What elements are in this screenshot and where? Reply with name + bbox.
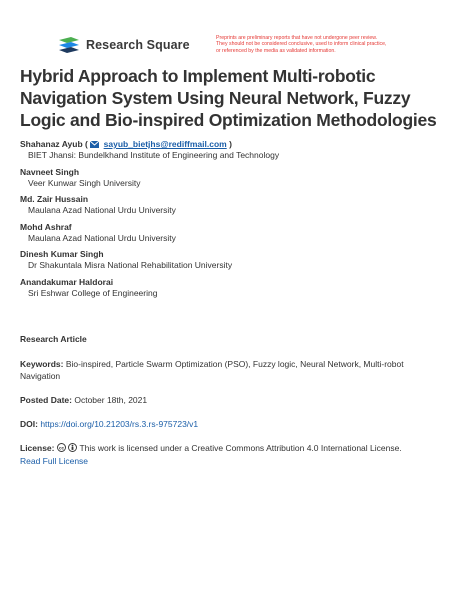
- license-line: [20, 442, 460, 455]
- posted-date-value: October 18th, 2021: [74, 395, 148, 405]
- keywords-line-continued: Navigation: [20, 371, 61, 381]
- keywords-section: [20, 358, 460, 382]
- doi-link[interactable]: https://doi.org/10.21203/rs.3.rs-975723/v1: [40, 419, 199, 429]
- article-type-label: Research Article: [20, 334, 87, 344]
- license-icons: [57, 443, 77, 455]
- brand-name: Research Square: [86, 38, 190, 52]
- author-affiliation: Dr Shakuntala Misra National Rehabilitation University: [28, 260, 233, 270]
- notice-line: Preprints are preliminary reports that have not undergone peer review.: [216, 35, 378, 41]
- author-name: Anandakumar Haldorai: [20, 276, 114, 287]
- keywords-line: [20, 358, 460, 370]
- notice-line: or referenced by the media as validated information.: [216, 47, 336, 54]
- author-affiliation: BIET Jhansi: Bundelkhand Institute of Engineering and Technology: [28, 150, 280, 160]
- author-affiliation: Sri Eshwar College of Engineering: [28, 287, 158, 298]
- notice-line: They should not be considered conclusive, used to inform clinical practice,: [216, 41, 387, 48]
- author-affiliation: Maulana Azad National Urdu University: [28, 205, 176, 215]
- license-text: This work is licensed under a Creative Commons Attribution 4.0 International License.: [79, 443, 402, 453]
- research-square-logo[interactable]: [58, 37, 190, 53]
- creative-commons-icon: [57, 443, 66, 452]
- author-name: Navneet Singh: [20, 166, 80, 177]
- email-close-paren: ): [229, 139, 232, 149]
- svg-text:cc: cc: [58, 445, 64, 451]
- posted-date-label: Posted Date:: [20, 395, 72, 405]
- author-name: Mohd Ashraf: [20, 221, 72, 232]
- author-name: Md. Zair Hussain: [20, 194, 89, 204]
- paper-title: [20, 65, 460, 131]
- attribution-icon: [68, 443, 77, 452]
- email-open-paren: (: [85, 139, 88, 149]
- research-square-logo-icon: [58, 37, 80, 53]
- author-name: Dinesh Kumar Singh: [20, 249, 104, 259]
- author-list: [20, 139, 460, 304]
- keywords-label: Keywords:: [20, 359, 64, 369]
- author-email-link[interactable]: sayub_bietjhs@rediffmail.com: [103, 139, 227, 149]
- doi-label: DOI:: [20, 419, 38, 429]
- envelope-icon: [90, 141, 99, 148]
- author-affiliation: Maulana Azad National Urdu University: [28, 232, 176, 243]
- doi: [20, 418, 460, 430]
- author-affiliation: Veer Kunwar Singh University: [28, 177, 141, 188]
- keywords-text: Bio-inspired, Particle Swarm Optimization (PSO), Fuzzy logic, Neural Network, Multi-robot: [65, 359, 404, 369]
- title-line: Logic and Bio-inspired Optimization Methodologies: [20, 110, 437, 130]
- author-name: [20, 139, 460, 150]
- title-line: Navigation System Using Neural Network, Fuzzy: [20, 88, 411, 108]
- license-section: [20, 442, 460, 467]
- title-line: Hybrid Approach to Implement Multi-robotic: [20, 66, 376, 86]
- preprint-notice: [216, 35, 442, 54]
- read-full-license-link[interactable]: Read Full License: [20, 456, 89, 466]
- article-type: [20, 333, 460, 345]
- author-name-text: Shahanaz Ayub: [20, 139, 83, 149]
- license-label: License:: [20, 443, 55, 453]
- posted-date: [20, 394, 460, 406]
